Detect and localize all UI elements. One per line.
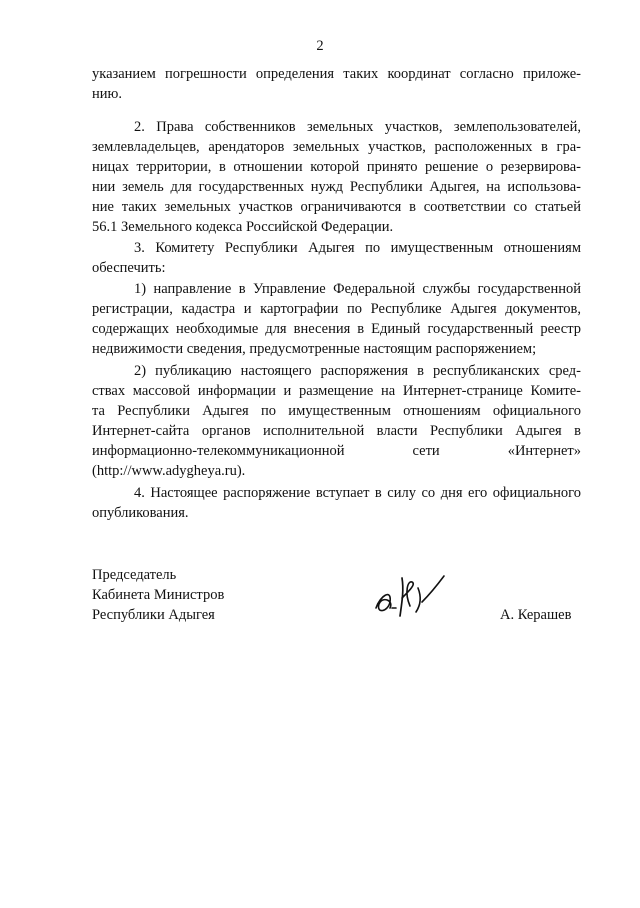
item-1-line-1: 1) направление в Управление Федеральной службы государственной bbox=[134, 281, 581, 297]
item-2-line-3: та Республики Адыгея по имущественным отношениям официального bbox=[92, 403, 581, 419]
item-2-line-6: (http://www.adygheya.ru). bbox=[92, 463, 246, 479]
paragraph-4-line-1: 4. Настоящее распоряжение вступает в силу со дня его официального bbox=[134, 485, 581, 501]
handwritten-signature bbox=[370, 568, 450, 628]
item-1-line-4: недвижимости сведения, предусмотренные настоящим распоряжением; bbox=[92, 341, 537, 357]
paragraph-2-line-2: землевладельцев, арендаторов земельных участков, расположенных в гра- bbox=[92, 139, 581, 155]
paragraph-1-line-1: указанием погрешности определения таких координат согласно приложе- bbox=[92, 66, 581, 82]
spread-part-1: информационно-телекоммуникационной bbox=[92, 443, 345, 459]
paragraph-1-line-2: нию. bbox=[92, 86, 122, 102]
spread-part-2: сети bbox=[412, 443, 440, 459]
item-1-line-2: регистрации, кадастра и картографии по Республике Адыгея документов, bbox=[92, 301, 581, 317]
spread-part-3: «Интернет» bbox=[507, 443, 581, 459]
paragraph-4-line-2: опубликования. bbox=[92, 505, 189, 521]
paragraph-2-line-4: нии земель для государственных нужд Республики Адыгея, на использова- bbox=[92, 179, 581, 195]
paragraph-2-line-3: ницах территории, в отношении которой принято решение о резервирова- bbox=[92, 159, 581, 175]
paragraph-2-line-6: 56.1 Земельного кодекса Российской Федерации. bbox=[92, 219, 394, 235]
item-2-line-2: ствах массовой информации и размещение на Интернет-странице Комите- bbox=[92, 383, 581, 399]
signatory-title bbox=[92, 565, 224, 625]
signatory-title-line-2: Кабинета Министров bbox=[92, 587, 225, 603]
item-1-line-3: содержащих необходимые для внесения в Единый государственный реестр bbox=[92, 321, 581, 337]
item-2-line-1: 2) публикацию настоящего распоряжения в республиканских сред- bbox=[134, 363, 581, 379]
item-2-line-5 bbox=[92, 441, 581, 461]
signatory-name: А. Керашев bbox=[500, 607, 572, 623]
signatory-title-line-3: Республики Адыгея bbox=[92, 607, 215, 623]
paragraph-2-line-5: ние таких земельных участков ограничиваются в соответствии со статьей bbox=[92, 199, 581, 215]
paragraph-3-line-2: обеспечить: bbox=[92, 260, 166, 276]
signatory-title-line-1: Председатель bbox=[92, 567, 177, 583]
item-2-line-4: Интернет-сайта органов исполнительной власти Республики Адыгея в bbox=[92, 423, 581, 439]
page-number: 2 bbox=[316, 38, 324, 54]
paragraph-2-line-1: 2. Права собственников земельных участков, землепользователей, bbox=[134, 119, 581, 135]
paragraph-3-line-1: 3. Комитету Республики Адыгея по имущественным отношениям bbox=[134, 240, 581, 256]
